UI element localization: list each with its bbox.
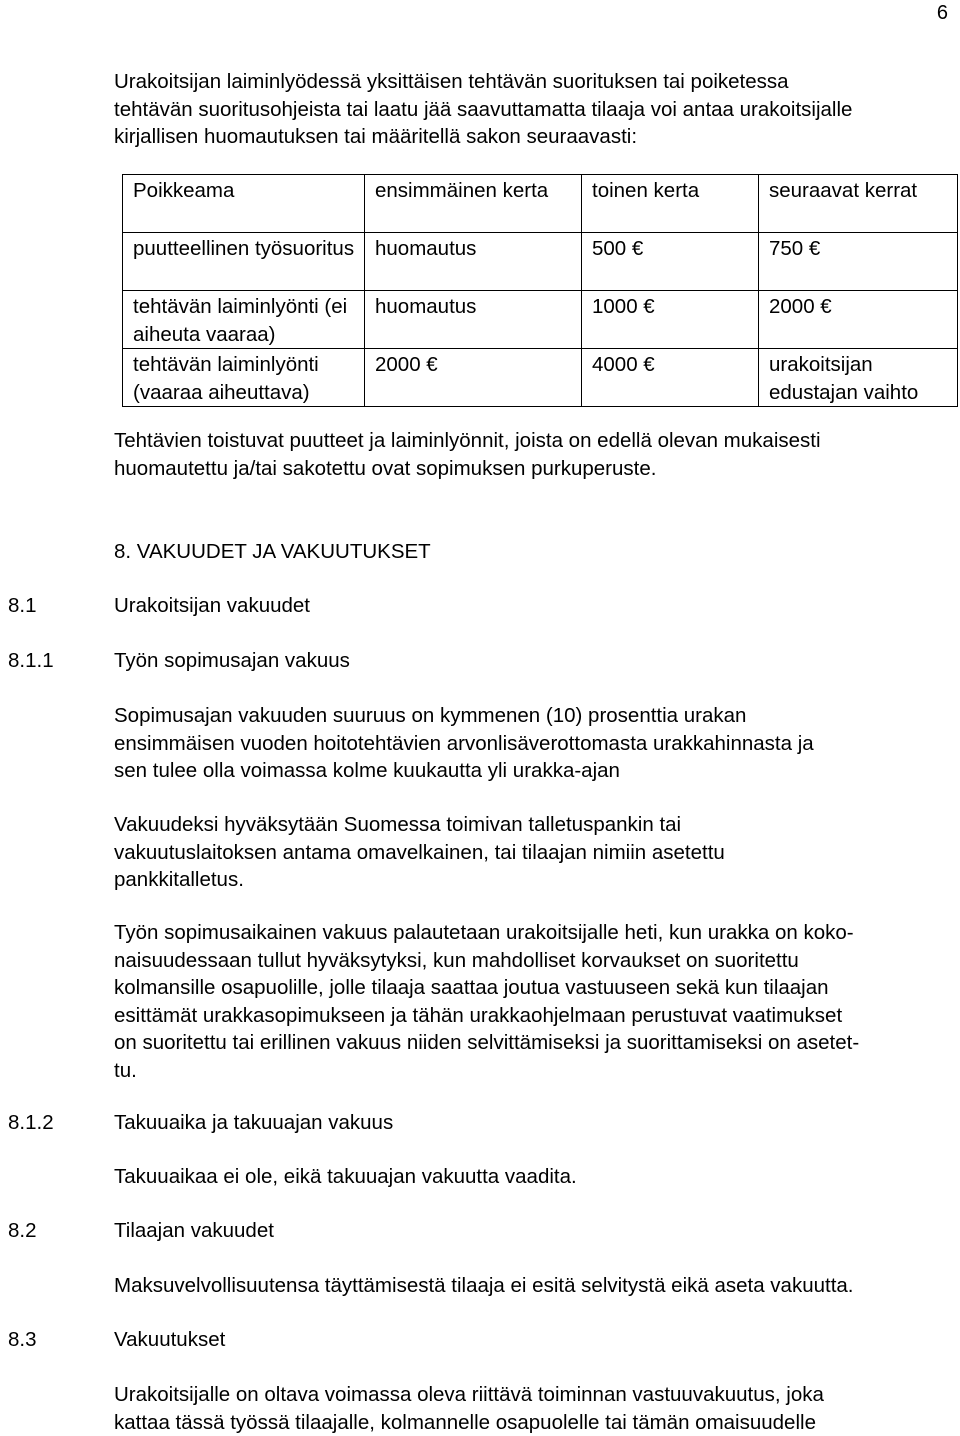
text-line: naisuudessaan tullut hyväksytyksi, kun mahdolliset korvaukset on suoritettu (114, 948, 799, 972)
text-line: sen tulee olla voimassa kolme kuukautta yli urakka-ajan (114, 759, 620, 782)
section-8-1-1-number: 8.1.1 (8, 649, 54, 672)
table-header-cell: seuraavat kerrat (759, 175, 958, 233)
text-line: Tehtävien toistuvat puutteet ja laiminlyönnit, joista on edellä olevan mukaisesti (114, 429, 821, 452)
table-cell: 1000 € (582, 291, 759, 349)
text-line: tu. (114, 1058, 137, 1082)
text-line: kolmansille osapuolille, jolle tilaaja saattaa joutua vastuuseen sekä kun tilaajan (114, 976, 829, 999)
section-8-1-number: 8.1 (8, 594, 37, 617)
text-line: Vakuudeksi hyväksytään Suomessa toimivan talletuspankin tai (114, 813, 682, 836)
section-8-1-title: Urakoitsijan vakuudet (114, 594, 310, 617)
table-row (123, 233, 958, 291)
text-line: huomautettu ja/tai sakotettu ovat sopimuksen purkuperuste. (114, 456, 657, 480)
table-cell: 4000 € (582, 349, 759, 407)
table-header-cell: Poikkeama (123, 175, 365, 233)
table-cell: huomautus (365, 291, 582, 349)
table-cell: 750 € (759, 233, 958, 291)
section-8-1-2-number: 8.1.2 (8, 1111, 54, 1134)
table-row (123, 291, 958, 349)
text-line: Takuuaikaa ei ole, eikä takuuajan vakuutta vaadita. (114, 1165, 577, 1188)
paragraph (114, 1163, 944, 1191)
text-line: Maksuvelvollisuutensa täyttämisestä tilaaja ei esitä selvitystä eikä aseta vakuutta. (114, 1274, 854, 1297)
section-8-2-title: Tilaajan vakuudet (114, 1219, 274, 1242)
paragraph (114, 702, 944, 785)
table-row (123, 349, 958, 407)
table-cell: 2000 € (365, 349, 582, 407)
text-line: on suoritettu tai erillinen vakuus niiden selvittämiseksi ja suorittamiseksi on asetet- (114, 1031, 860, 1054)
text-line: kattaa tässä työssä tilaajalle, kolmannelle osapuolelle tai tämän omaisuudelle (114, 1410, 816, 1434)
intro-paragraph (114, 68, 944, 151)
text-line: Urakoitsijan laiminlyödessä yksittäisen tehtävän suorituksen tai poiketessa (114, 70, 789, 93)
paragraph (114, 811, 944, 894)
text-line: esittämät urakkasopimukseen ja tähän urakkaohjelmaan perustuvat vaatimukset (114, 1003, 843, 1027)
paragraph (114, 919, 944, 1084)
section-8-3-title: Vakuutukset (114, 1328, 226, 1351)
text-line: vakuutuslaitoksen antama omavelkainen, tai tilaajan nimiin asetettu (114, 840, 725, 864)
text-line: Urakoitsijalle on oltava voimassa oleva riittävä toiminnan vastuuvakuutus, joka (114, 1383, 824, 1406)
table-header-cell: toinen kerta (582, 175, 759, 233)
table-cell: 500 € (582, 233, 759, 291)
section-8-1-2-title: Takuuaika ja takuuajan vakuus (114, 1111, 394, 1134)
table-cell: huomautus (365, 233, 582, 291)
after-table-paragraph (114, 427, 944, 482)
table-cell: tehtävän laiminlyönti (ei aiheuta vaaraa) (123, 291, 365, 349)
text-line: pankkitalletus. (114, 868, 244, 891)
table-cell: puutteellinen työsuoritus (123, 233, 365, 291)
text-line: kirjallisen huomautuksen tai määritellä sakon seuraavasti: (114, 125, 638, 148)
table-header-cell: ensimmäinen kerta (365, 175, 582, 233)
table-cell: 2000 € (759, 291, 958, 349)
table-cell: tehtävän laiminlyönti (vaaraa aiheuttava) (123, 349, 365, 407)
text-line: tehtävän suoritusohjeista tai laatu jää saavuttamatta tilaaja voi antaa urakoitsijalle (114, 97, 853, 121)
section-8-2-number: 8.2 (8, 1219, 37, 1242)
text-line: ensimmäisen vuoden hoitotehtävien arvonlisäverottomasta urakkahinnasta ja (114, 731, 814, 755)
text-line: Työn sopimusaikainen vakuus palautetaan urakoitsijalle heti, kun urakka on koko- (114, 921, 854, 944)
table-cell: urakoitsijan edustajan vaihto (759, 349, 958, 407)
section-8-1-1-title: Työn sopimusajan vakuus (114, 649, 350, 672)
paragraph (114, 1272, 944, 1300)
table-header-row (123, 175, 958, 233)
penalty-table (122, 174, 958, 407)
paragraph (114, 1381, 944, 1436)
page-number: 6 (936, 2, 948, 24)
text-line: Sopimusajan vakuuden suuruus on kymmenen (10) prosenttia urakan (114, 704, 747, 727)
section-8-heading: 8. VAKUUDET JA VAKUUTUKSET (114, 540, 431, 563)
section-8-3-number: 8.3 (8, 1328, 37, 1351)
